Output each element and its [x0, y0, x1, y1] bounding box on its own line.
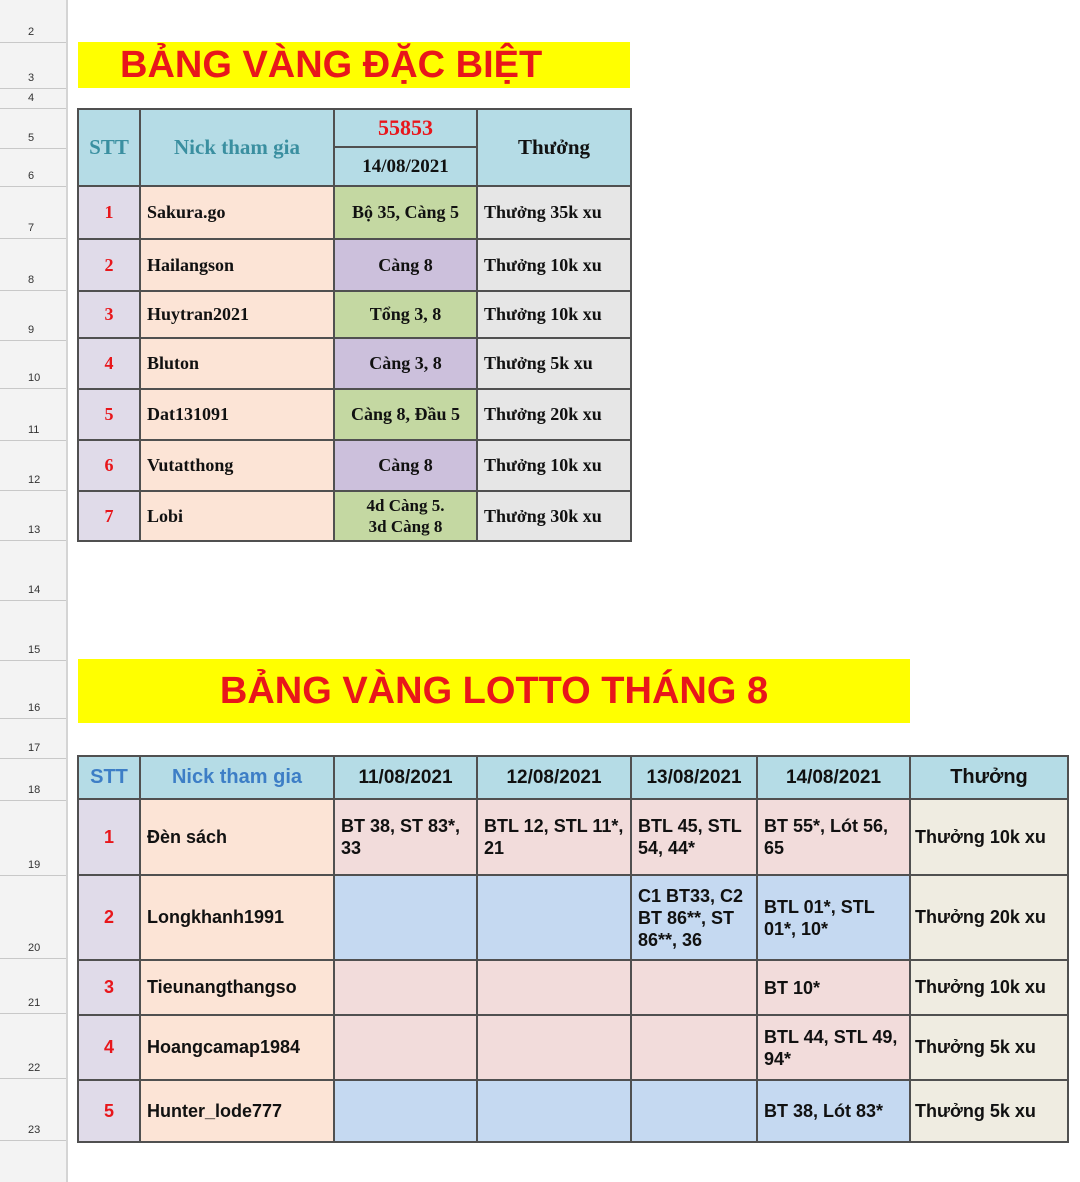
row-date-3: [631, 1015, 757, 1080]
row-nick: Longkhanh1991: [140, 875, 334, 960]
row-result: Tổng 3, 8: [334, 291, 477, 338]
row-stt: 4: [78, 338, 140, 389]
row-nick: Hunter_lode777: [140, 1080, 334, 1142]
row-stt: 1: [78, 186, 140, 239]
table-row: [78, 799, 1068, 875]
lotto-results-table: [77, 755, 1069, 1143]
row-stt: 2: [78, 875, 140, 960]
row-result-line1: 4d Càng 5.: [366, 496, 445, 515]
table2-title-banner: [78, 659, 910, 723]
row-number[interactable]: [0, 108, 66, 148]
header-date-3: 13/08/2021: [631, 756, 757, 799]
row-date-4: BT 55*, Lót 56, 65: [757, 799, 910, 875]
table1-title-banner: [78, 42, 630, 88]
row-number-label: 9: [28, 324, 35, 336]
row-result: Càng 8: [334, 440, 477, 491]
row-number-label: 3: [28, 72, 35, 84]
table1-title: BẢNG VÀNG ĐẶC BIỆT: [120, 43, 543, 86]
row-date-1: [334, 875, 477, 960]
table-row: [78, 1015, 1068, 1080]
row-number-label: 7: [28, 222, 35, 234]
row-result-line2: 3d Càng 8: [368, 517, 443, 536]
row-stt: 5: [78, 1080, 140, 1142]
row-number-label: 17: [28, 742, 41, 754]
row-nick: Tieunangthangso: [140, 960, 334, 1015]
table-row: [78, 960, 1068, 1015]
row-date-2: [477, 875, 631, 960]
row-date-4: BTL 44, STL 49, 94*: [757, 1015, 910, 1080]
row-number-label: 18: [28, 784, 41, 796]
row-date-1: [334, 1015, 477, 1080]
row-number[interactable]: [0, 0, 66, 42]
table2-title: BẢNG VÀNG LOTTO THÁNG 8: [219, 669, 769, 712]
row-number-label: 5: [28, 132, 35, 144]
row-nick: Đèn sách: [140, 799, 334, 875]
table-row: [78, 440, 631, 491]
row-date-4: BTL 01*, STL 01*, 10*: [757, 875, 910, 960]
row-reward: Thưởng 10k xu: [477, 440, 631, 491]
row-number-label: 12: [28, 474, 41, 486]
row-number[interactable]: [0, 660, 66, 718]
row-number-label: 16: [28, 702, 41, 714]
row-number[interactable]: [0, 490, 66, 540]
row-result: Càng 8, Đầu 5: [334, 389, 477, 440]
row-nick: Sakura.go: [140, 186, 334, 239]
header-reward: Thưởng: [477, 109, 631, 186]
row-number-label: 23: [28, 1124, 41, 1136]
row-stt: 4: [78, 1015, 140, 1080]
header-reward: Thưởng: [910, 756, 1068, 799]
row-nick: Dat131091: [140, 389, 334, 440]
header-date-4: 14/08/2021: [757, 756, 910, 799]
row-stt: 6: [78, 440, 140, 491]
table-row: [78, 291, 631, 338]
row-number-label: 22: [28, 1062, 41, 1074]
row-reward: Thưởng 5k xu: [910, 1080, 1068, 1142]
row-number[interactable]: [0, 238, 66, 290]
row-number[interactable]: [0, 1078, 66, 1140]
row-number-label: 15: [28, 644, 41, 656]
row-date-3: [631, 960, 757, 1015]
header-winning-number: 55853: [334, 109, 477, 147]
row-number-label: 21: [28, 997, 41, 1009]
row-number[interactable]: [0, 440, 66, 490]
row-date-3: [631, 1080, 757, 1142]
row-number[interactable]: [0, 875, 66, 958]
special-results-table: [77, 108, 632, 542]
row-reward: Thưởng 10k xu: [477, 291, 631, 338]
row-number-label: 2: [28, 26, 35, 38]
header-nick: Nick tham gia: [140, 756, 334, 799]
row-number-label: 6: [28, 170, 35, 182]
row-reward: Thưởng 5k xu: [910, 1015, 1068, 1080]
row-stt: 2: [78, 239, 140, 291]
row-date-3: C1 BT33, C2 BT 86**, ST 86**, 36: [631, 875, 757, 960]
row-number[interactable]: [0, 958, 66, 1013]
row-number[interactable]: [0, 186, 66, 238]
row-date-4: BT 38, Lót 83*: [757, 1080, 910, 1142]
row-number-label: 13: [28, 524, 41, 536]
row-reward: Thưởng 20k xu: [477, 389, 631, 440]
row-result: Càng 3, 8: [334, 338, 477, 389]
row-number[interactable]: [0, 340, 66, 388]
row-reward: Thưởng 35k xu: [477, 186, 631, 239]
row-number-label: 11: [28, 424, 40, 436]
row-result: [334, 491, 477, 541]
row-date-1: [334, 1080, 477, 1142]
table-row: [78, 875, 1068, 960]
row-date-2: [477, 960, 631, 1015]
row-reward: Thưởng 5k xu: [477, 338, 631, 389]
row-number[interactable]: [0, 600, 66, 660]
row-number[interactable]: [0, 1013, 66, 1078]
row-number-label: 10: [28, 372, 41, 384]
row-number-label: 19: [28, 859, 41, 871]
row-date-1: BT 38, ST 83*, 33: [334, 799, 477, 875]
row-reward: Thưởng 10k xu: [910, 799, 1068, 875]
row-reward: Thưởng 10k xu: [910, 960, 1068, 1015]
row-number-label: 4: [28, 92, 35, 104]
row-stt: 3: [78, 291, 140, 338]
row-number[interactable]: [0, 88, 66, 108]
row-number-label: 8: [28, 274, 35, 286]
row-date-2: [477, 1015, 631, 1080]
row-stt: 5: [78, 389, 140, 440]
row-stt: 1: [78, 799, 140, 875]
table-row: [78, 338, 631, 389]
row-number[interactable]: [0, 758, 66, 800]
row-number[interactable]: [0, 540, 66, 600]
row-number[interactable]: [0, 388, 66, 440]
table-row: [78, 389, 631, 440]
row-nick: Lobi: [140, 491, 334, 541]
table-row: [78, 186, 631, 239]
row-date-3: BTL 45, STL 54, 44*: [631, 799, 757, 875]
table-row: [78, 239, 631, 291]
header-nick: Nick tham gia: [140, 109, 334, 186]
row-number[interactable]: [0, 800, 66, 875]
row-result: Bộ 35, Càng 5: [334, 186, 477, 239]
row-result: Càng 8: [334, 239, 477, 291]
row-divider: [0, 1140, 66, 1141]
header-date-2: 12/08/2021: [477, 756, 631, 799]
row-number-label: 20: [28, 942, 41, 954]
row-date-2: [477, 1080, 631, 1142]
header-stt: STT: [78, 756, 140, 799]
row-number[interactable]: [0, 290, 66, 340]
row-number[interactable]: [0, 718, 66, 758]
row-reward: Thưởng 20k xu: [910, 875, 1068, 960]
row-nick: Hailangson: [140, 239, 334, 291]
row-stt: 7: [78, 491, 140, 541]
table-row: [78, 1080, 1068, 1142]
header-date: 14/08/2021: [334, 147, 477, 186]
row-reward: Thưởng 10k xu: [477, 239, 631, 291]
header-date-1: 11/08/2021: [334, 756, 477, 799]
row-nick: Bluton: [140, 338, 334, 389]
row-date-4: BT 10*: [757, 960, 910, 1015]
row-number[interactable]: [0, 148, 66, 186]
row-nick: Hoangcamap1984: [140, 1015, 334, 1080]
table-row: [78, 491, 631, 541]
row-nick: Vutatthong: [140, 440, 334, 491]
row-number-label: 14: [28, 584, 41, 596]
row-number[interactable]: [0, 42, 66, 88]
row-nick: Huytran2021: [140, 291, 334, 338]
row-reward: Thưởng 30k xu: [477, 491, 631, 541]
row-stt: 3: [78, 960, 140, 1015]
row-date-1: [334, 960, 477, 1015]
header-stt: STT: [78, 109, 140, 186]
row-date-2: BTL 12, STL 11*, 21: [477, 799, 631, 875]
